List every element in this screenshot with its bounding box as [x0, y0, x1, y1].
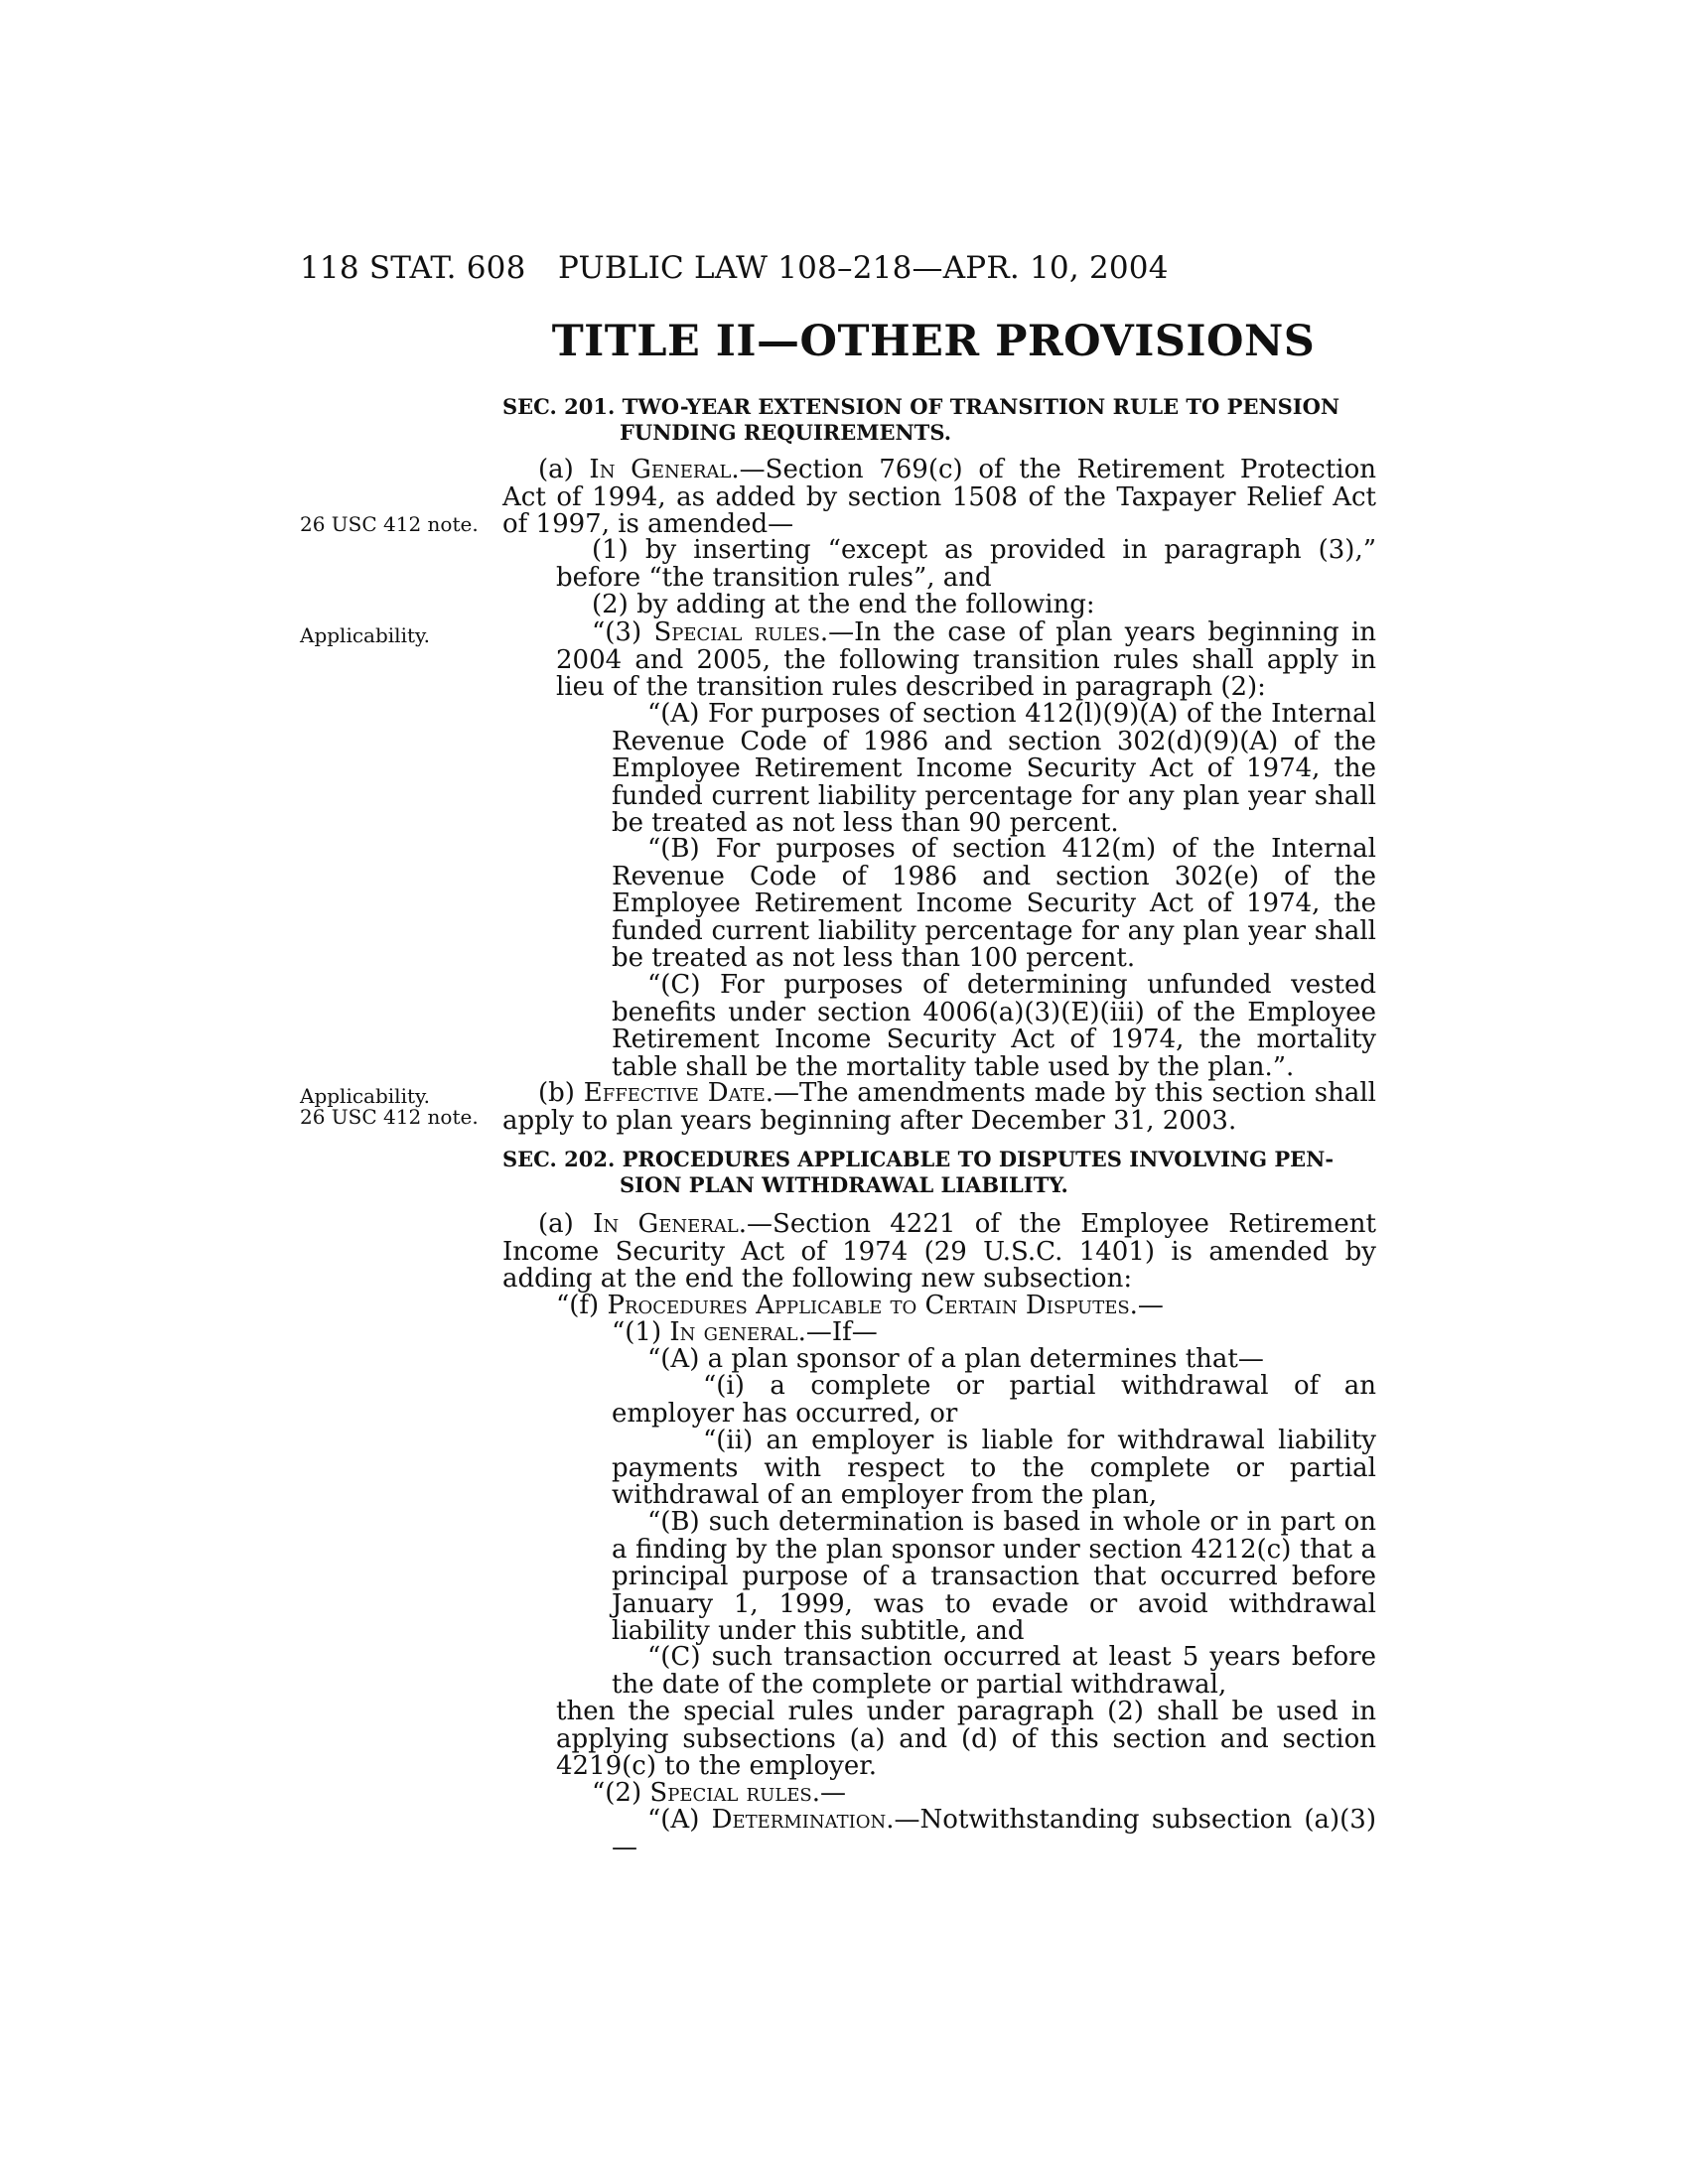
- margin-note-applicability: Applicability.: [300, 1084, 430, 1108]
- section-heading-201: SEC. 201. TWO-YEAR EXTENSION OF TRANSITION RULE TO PENSION FUNDING REQUIREMENTS.: [502, 394, 1340, 445]
- title-heading: TITLE II—OTHER PROVISIONS: [551, 317, 1316, 366]
- subsection-b: (b) Effective Date.—The amendments made by this section shall apply to plan years beginning after December 31, 2003.: [502, 1078, 1376, 1136]
- flush-text: then the special rules under paragraph (2) shall be used in applying subsections (a) and (d) of this section and section 4219(c) to the employer.: [556, 1697, 1376, 1781]
- subparagraph-A: “(A) a plan sponsor of a plan determines that—: [647, 1344, 1264, 1374]
- subparagraph-A-determination: “(A) Determination.—Notwithstanding subsection (a)(3)—: [612, 1805, 1376, 1862]
- subparagraph-A: “(A) For purposes of section 412(l)(9)(A) of the Internal Revenue Code of 1986 and section 302(d)(9)(A) of the Employee Retirement Income Security Act of 1974, the funded current liability percentage for any plan year shall be treated as not less than 90 percent.: [612, 699, 1376, 838]
- subparagraph-B: “(B) For purposes of section 412(m) of the Internal Revenue Code of 1986 and section 302(e) of the Employee Retirement Income Security Act of 1974, the funded current liability percentage for any plan year shall be treated as not less than 100 percent.: [612, 834, 1376, 973]
- clause-ii: “(ii) an employer is liable for withdrawal liability payments with respect to the complete or partial withdrawal of an employer from the plan,: [612, 1426, 1376, 1510]
- paragraph-3: “(3) Special rules.—In the case of plan years beginning in 2004 and 2005, the following transition rules shall apply in lieu of the transition rules described in paragraph (2):: [556, 617, 1376, 702]
- margin-note-usc: 26 USC 412 note.: [300, 512, 479, 536]
- margin-note-usc: 26 USC 412 note.: [300, 1105, 479, 1129]
- paragraph-2: (2) by adding at the end the following:: [592, 590, 1095, 619]
- clause-i: “(i) a complete or partial withdrawal of an employer has occurred, or: [612, 1371, 1376, 1429]
- section-heading-202: SEC. 202. PROCEDURES APPLICABLE TO DISPUTES INVOLVING PEN- SION PLAN WITHDRAWAL LIABILITY.: [502, 1147, 1335, 1197]
- subsection-f: “(f) Procedures Applicable to Certain Disputes.—: [556, 1291, 1164, 1320]
- running-header: PUBLIC LAW 108–218—APR. 10, 2004: [558, 250, 1169, 286]
- subparagraph-C: “(C) such transaction occurred at least 5 years before the date of the complete or partial withdrawal,: [612, 1642, 1376, 1700]
- subparagraph-C: “(C) For purposes of determining unfunded vested benefits under section 4006(a)(3)(E)(iii) of the Employee Retirement Income Security Act of 1974, the mortality table shall be the mortality table used by the plan.”.: [612, 970, 1376, 1082]
- stat-page-number: 118 STAT. 608: [300, 250, 526, 286]
- margin-note-applicability: Applicability.: [300, 623, 430, 647]
- subparagraph-B: “(B) such determination is based in whole or in part on a finding by the plan sponsor under section 4212(c) that a principal purpose of a transaction that occurred before January 1, 1999, was to evade or avoid withdrawal liability under this subtitle, and: [612, 1507, 1376, 1646]
- paragraph-2: “(2) Special rules.—: [592, 1778, 846, 1808]
- paragraph-1: (1) by inserting “except as provided in paragraph (3),” before “the transition rules”, and: [556, 535, 1376, 593]
- subsection-a: (a) In General.—Section 769(c) of the Retirement Protection Act of 1994, as added by section 1508 of the Taxpayer Relief Act of 1997, is amended—: [502, 455, 1376, 539]
- paragraph-1: “(1) In general.—If—: [612, 1317, 878, 1347]
- subsection-a: (a) In General.—Section 4221 of the Employee Retirement Income Security Act of 1974 (29 U.S.C. 1401) is amended by adding at the end the following new subsection:: [502, 1209, 1376, 1294]
